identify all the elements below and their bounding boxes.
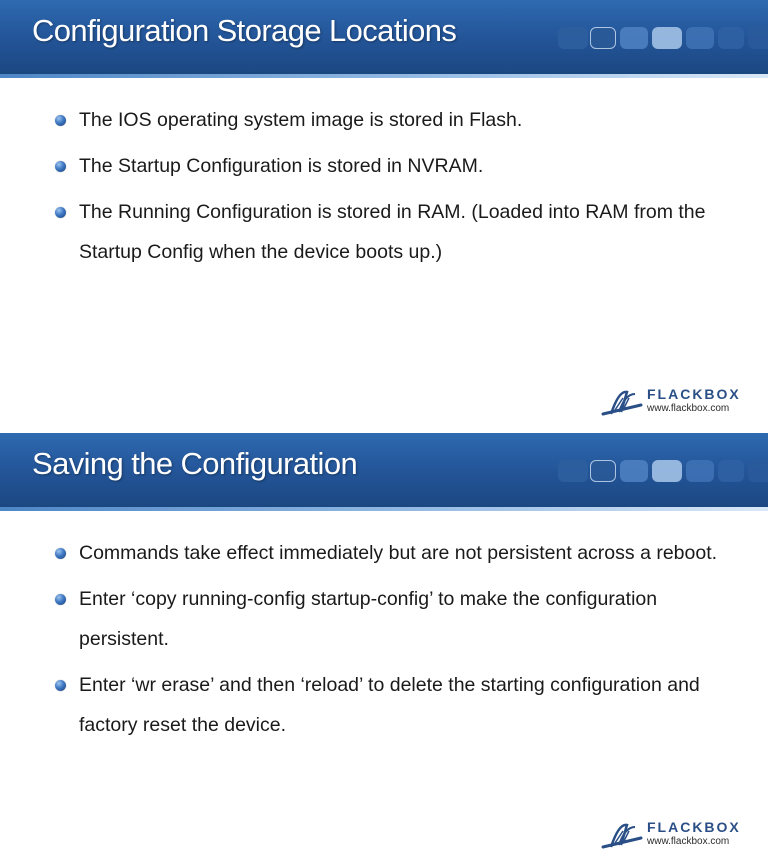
bullet-text: The IOS operating system image is stored in Flash.: [79, 109, 523, 131]
bullet-icon: [55, 594, 66, 605]
list-item: [55, 100, 735, 140]
bullet-text: The Startup Configuration is stored in NVRAM.: [79, 155, 484, 177]
logo-name: FLACKBOX: [647, 819, 741, 835]
slide-title: Configuration Storage Locations: [32, 13, 457, 48]
title-bar: [0, 0, 768, 78]
bullet-list: [55, 533, 735, 751]
bullet-icon: [55, 115, 66, 126]
bullet-icon: [55, 680, 66, 691]
title-bar: [0, 433, 768, 511]
flackbox-logo: [601, 819, 746, 855]
list-item: [55, 665, 735, 745]
bridge-logo-icon: [601, 388, 645, 418]
list-item: [55, 533, 735, 573]
bullet-text: Commands take effect immediately but are not persistent across a reboot.: [79, 542, 718, 564]
bullet-icon: [55, 207, 66, 218]
list-item: [55, 192, 735, 272]
bullet-icon: [55, 548, 66, 559]
bridge-logo-icon: [601, 821, 645, 851]
bullet-list: [55, 100, 735, 278]
bullet-text: The Running Configuration is stored in RAM. (Loaded into RAM from the Startup Config when the device boots up.): [79, 201, 706, 263]
logo-url: www.flackbox.com: [647, 403, 730, 414]
bullet-icon: [55, 161, 66, 172]
bullet-text: Enter ‘copy running-config startup-config’ to make the configuration persistent.: [79, 588, 658, 650]
decorative-pills: [558, 460, 768, 482]
list-item: [55, 579, 735, 659]
slide-title: Saving the Configuration: [32, 446, 358, 481]
logo-name: FLACKBOX: [647, 386, 741, 402]
flackbox-logo: [601, 386, 746, 422]
bullet-text: Enter ‘wr erase’ and then ‘reload’ to delete the starting configuration and factory reset the device.: [79, 674, 700, 736]
slide-2: [0, 433, 768, 866]
decorative-pills: [558, 27, 768, 49]
logo-url: www.flackbox.com: [647, 836, 730, 847]
list-item: [55, 146, 735, 186]
